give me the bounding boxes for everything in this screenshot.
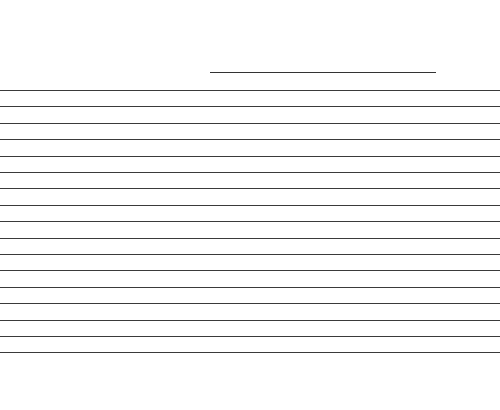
writing-line xyxy=(0,254,500,255)
writing-line xyxy=(0,90,500,91)
writing-line xyxy=(0,303,500,304)
writing-line xyxy=(0,188,500,189)
writing-line xyxy=(0,156,500,157)
writing-line xyxy=(0,139,500,140)
writing-line xyxy=(0,221,500,222)
writing-line xyxy=(0,106,500,107)
writing-line xyxy=(0,287,500,288)
writing-line xyxy=(0,336,500,337)
writing-line xyxy=(0,270,500,271)
writing-line xyxy=(0,172,500,173)
writing-line xyxy=(0,352,500,353)
writing-line xyxy=(0,238,500,239)
writing-line xyxy=(0,205,500,206)
writing-line xyxy=(0,123,500,124)
writing-line xyxy=(0,320,500,321)
